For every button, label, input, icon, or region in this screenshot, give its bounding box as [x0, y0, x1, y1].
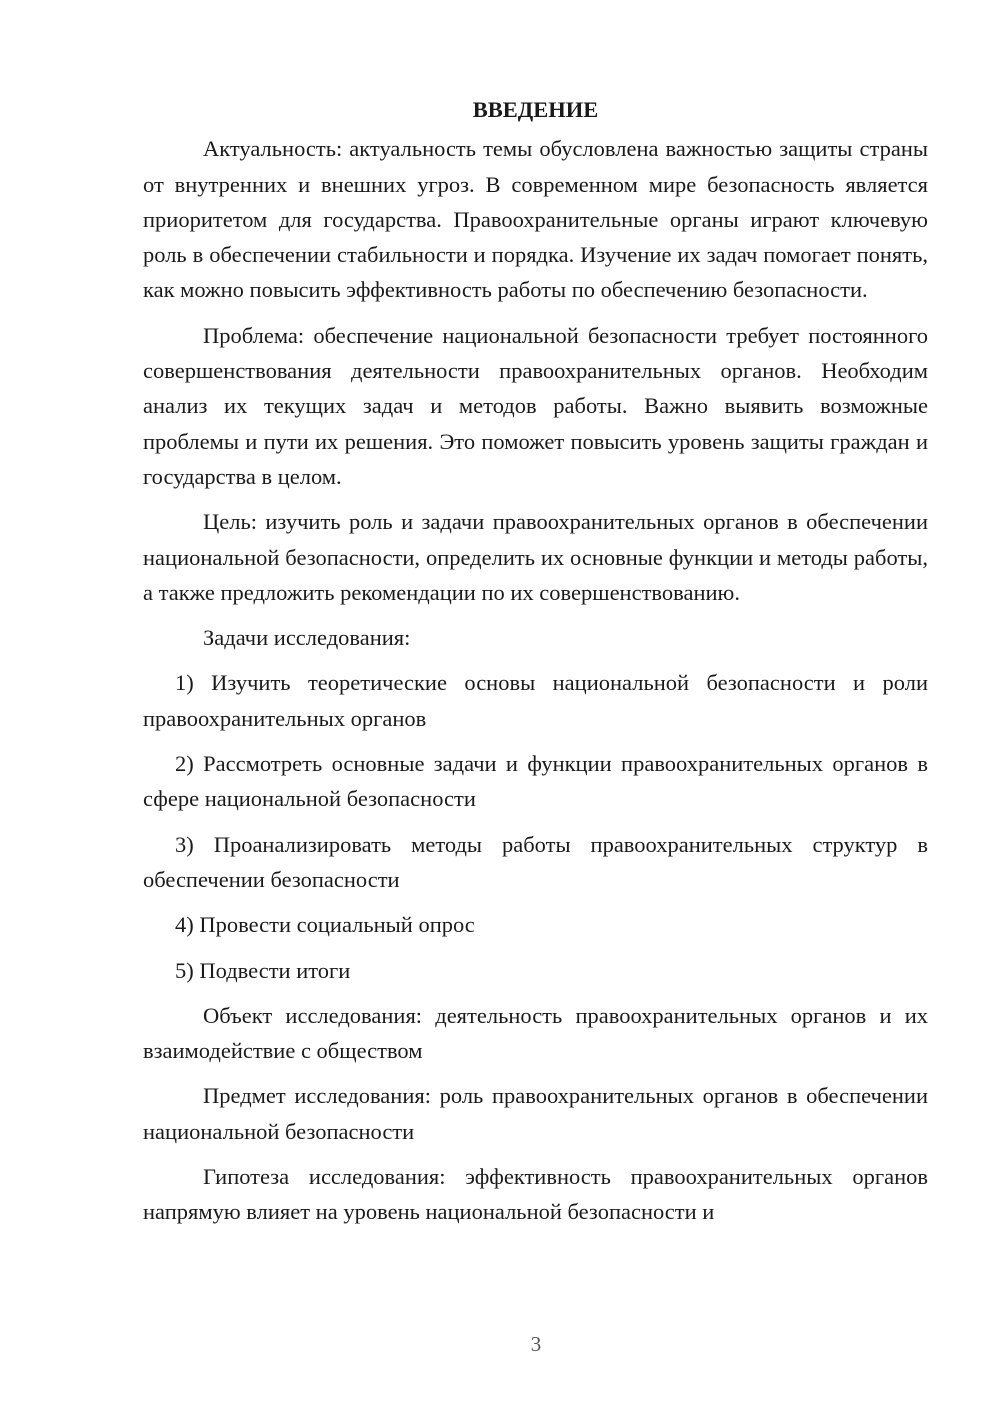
page-number: 3 — [530, 1332, 542, 1356]
task-item-4: 4) Провести социальный опрос — [175, 912, 475, 938]
task-item-2: 2) Рассмотреть основные задачи и функции правоохранительных органов в сфере национальной безопасности — [143, 751, 928, 812]
page-title: ВВЕДЕНИЕ — [472, 97, 599, 122]
paragraph-tasks-heading: Задачи исследования: — [203, 625, 411, 651]
task-item-3: 3) Проанализировать методы работы правоохранительных структур в обеспечении безопасности — [143, 831, 928, 892]
paragraph-hypothesis: Гипотеза исследования: эффективность правоохранительных органов напрямую влияет на уровень национальной безопасности и — [143, 1164, 928, 1225]
paragraph-relevance: Актуальность: актуальность темы обусловлена важностью защиты страны от внутренних и внешних угроз. В современном мире безопасность является приоритетом для государства. Правоохранительные органы играют ключевую роль в обеспечении стабильности и порядка. Изучение их задач помогает понять, как можно повысить эффективность работы по обеспечению безопасности. — [143, 136, 928, 303]
task-item-1: 1) Изучить теоретические основы национальной безопасности и роли правоохранительных органов — [143, 670, 928, 731]
paragraph-object: Объект исследования: деятельность правоохранительных органов и их взаимодействие с обществом — [143, 1002, 928, 1064]
task-item-5: 5) Подвести итоги — [175, 957, 351, 983]
paragraph-problem: Проблема: обеспечение национальной безопасности требует постоянного совершенствования деятельности правоохранительных органов. Необходим анализ их текущих задач и методов работы. Важно выявить возможные проблемы и пути их решения. Это поможет повысить уровень защиты граждан и государства в целом. — [143, 322, 928, 489]
document-body — [143, 92, 928, 1240]
paragraph-goal: Цель: изучить роль и задачи правоохранительных органов в обеспечении национальной безопасности, определить их основные функции и методы работы, а также предложить рекомендации по их совершенствованию. — [143, 509, 928, 605]
paragraph-subject: Предмет исследования: роль правоохранительных органов в обеспечении национальной безопасности — [143, 1083, 928, 1144]
